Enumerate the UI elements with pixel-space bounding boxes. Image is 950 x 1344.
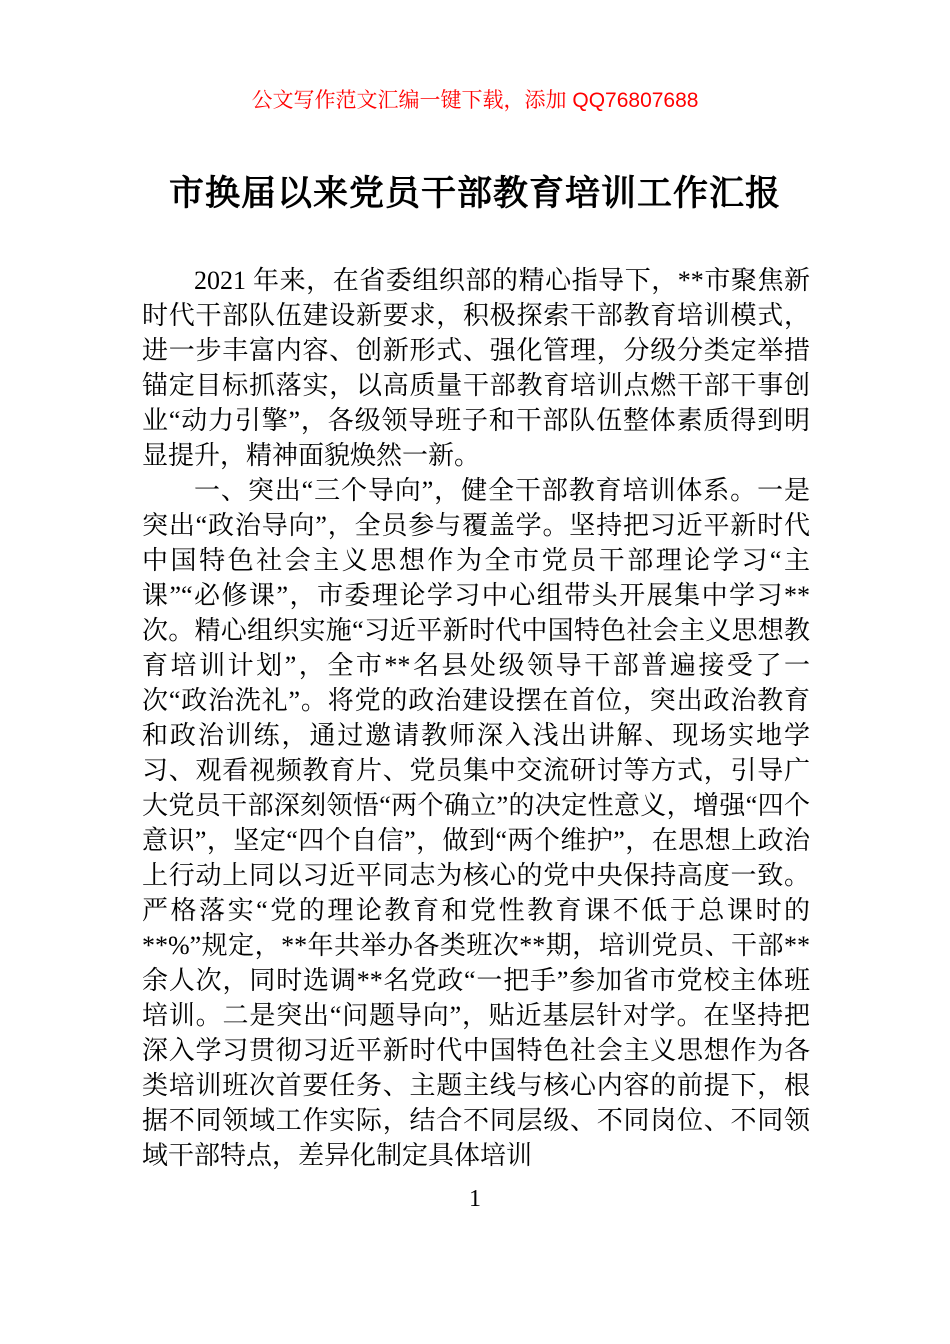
promo-banner: 公文写作范文汇编一键下载，添加 QQ76807688 — [251, 89, 699, 112]
document-body — [142, 263, 810, 1173]
page-number: 1 — [469, 1186, 481, 1212]
document-title: 市换届以来党员干部教育培训工作汇报 — [168, 174, 781, 213]
paragraph-intro: 2021 年来，在省委组织部的精心指导下，**市聚焦新时代干部队伍建设新要求，积极探索干部教育培训模式，进一步丰富内容、创新形式、强化管理，分级分类定举措锚定目标抓落实，以高质量干部教育培训点燃干部干事创业“动力引擎”，各级领导班子和干部队伍整体素质得到明显提升，精神面貌焕然一新。 — [142, 266, 810, 470]
paragraph-section-one: 一、突出“三个导向”，健全干部教育培训体系。一是突出“政治导向”，全员参与覆盖学。坚持把习近平新时代中国特色社会主义思想作为全市党员干部理论学习“主课”“必修课”，市委理论学习中心组带头开展集中学习**次。精心组织实施“习近平新时代中国特色社会主义思想教育培训计划”，全市**名县处级领导干部普遍接受了一次“政治洗礼”。将党的政治建设摆在首位，突出政治教育和政治训练，通过邀请教师深入浅出讲解、现场实地学习、观看视频教育片、党员集中交流研讨等方式，引导广大党员干部深刻领悟“两个确立”的决定性意义，增强“四个意识”，坚定“四个自信”，做到“两个维护”，在思想上政治上行动上同以习近平同志为核心的党中央保持高度一致。严格落实“党的理论教育和党性教育课不低于总课时的**%”规定，**年共举办各类班次**期，培训党员、干部**余人次，同时选调**名党政“一把手”参加省市党校主体班培训。二是突出“问题导向”，贴近基层针对学。在坚持把深入学习贯彻习近平新时代中国特色社会主义思想作为各类培训班次首要任务、主题主线与核心内容的前提下，根据不同领域工作实际，结合不同层级、不同岗位、不同领域干部特点，差异化制定具体培训 — [142, 476, 810, 1170]
